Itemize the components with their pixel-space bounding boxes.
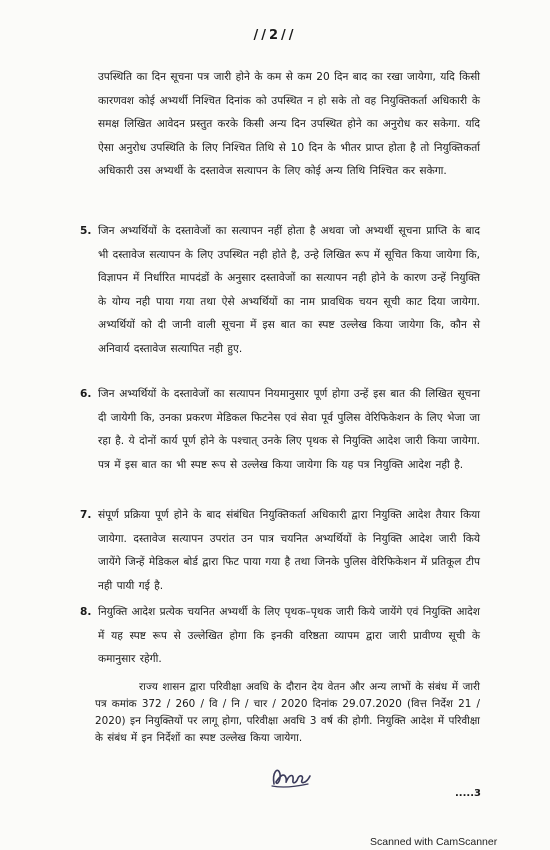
scanner-watermark: Scanned with CamScanner [370, 836, 498, 848]
closing-paragraph [95, 679, 480, 747]
item-text: संपूर्ण प्रक्रिया पूर्ण होने के बाद संबंधित नियुक्तिकर्ता अधिकारी द्वारा नियुक्ति आदेश तैयार किया जायेगा. दस्तावेज सत्यापन उपरांत उन पात्र चयनित अभ्यर्थियों के नियुक्ति आदेश जारी किये जायेंगे जिन्हें मेडिकल बोर्ड द्वारा फिट पाया गया है तथा जिनके पुलिस वेरिफिकेशन में प्रतिकूल टीप नही पायी गई है. [98, 509, 480, 592]
item-number: 5. [80, 225, 92, 237]
item-text: नियुक्ति आदेश प्रत्येक चयनित अभ्यर्थी के लिए पृथक–पृथक जारी किये जायेंगे एवं नियुक्ति आदेश में यह स्पष्ट रूप से उल्लेखित होगा कि इनकी वरिष्ठता व्यापम द्वारा जारी प्रावीण्य सूची के कमानुसार रहेगी. [98, 606, 480, 665]
item-text: जिन अभ्यर्थियों के दस्तावेजों का सत्यापन नियमानुसार पूर्ण होगा उन्हें इस बात की लिखित सूचना दी जायेगी कि, उनका प्रकरण मेडिकल फिटनेस एवं सेवा पूर्व पुलिस वेरिफिकेशन के लिए भेजा जा रहा है. ये दोनों कार्य पूर्ण होने के पश्चात् उनके लिए पृथक से नियुक्ति आदेश जारी किया जायेगा. पत्र में इस बात का भी स्पष्ट रूप से उल्लेख किया जायेगा कि यह पत्र नियुक्ति आदेश नही है. [98, 388, 480, 471]
item-number: 6. [80, 388, 92, 400]
item-text: जिन अभ्यर्थियों के दस्तावेजों का सत्यापन नहीं होता है अथवा जो अभ्यर्थी सूचना प्राप्ति के बाद भी दस्तावेज सत्यापन के लिए उपस्थित नही होते है, उन्हे लिखित रूप में सूचित किया जायेगा कि, विज्ञापन में निर्धारित मापदंडों के अनुसार दस्तावेजों का सत्यापन नही होने के कारण उन्हें नियुक्ति के योग्य नही पाया गया तथा ऐसे अभ्यर्थियों का नाम प्रावधिक चयन सूची काट दिया जायेगा. अभ्यर्थियों को दी जानी वाली सूचना में इस बात का स्पष्ट उल्लेख किया जायेगा कि, कौन से अनिवार्य दस्तावेज सत्यापित नही हुए. [98, 225, 480, 355]
item-number: 7. [80, 509, 92, 521]
item-number: 8. [80, 606, 92, 618]
page-number: .....3 [455, 788, 481, 799]
continuation-paragraph: उपस्थिति का दिन सूचना पत्र जारी होने के कम से कम 20 दिन बाद का रखा जायेगा, यदि किसी कारणवश कोई अभ्यर्थी निश्चित दिनांक को उपस्थित न हो सके तो वह नियुक्तिकर्ता अधिकारी के समक्ष लिखित आवेदन प्रस्तुत करके किसी अन्य दिन उपस्थित होने का अनुरोध कर सकेगा. यदि ऐसा अनुरोध उपस्थिति के लिए निश्चित तिथि से 10 दिन के भीतर प्राप्त होता है तो नियुक्तिकर्ता अधिकारी उस अभ्यर्थी के दस्तावेज सत्यापन के लिए कोई अन्य तिथि निश्चित कर सकेगा. [98, 71, 480, 177]
closing-text: राज्य शासन द्वारा परिवीक्षा अवधि के दौरान देय वेतन और अन्य लाभों के संबंध में जारी पत्र कमांक 372 / 260 / वि / नि / चार / 2020 दिनांक 29.07.2020 (वित्त निर्देश 21 / 2020) इन नियुक्तियों पर लागू होगा, परिवीक्षा अवधि 3 वर्ष की होगी. नियुक्ति आदेश में परिवीक्षा के संबंध में इन निर्देशों का स्पष्ट उल्लेख किया जायेगा. [95, 681, 480, 744]
signature-mark [268, 762, 314, 790]
page-header: //2// [253, 28, 297, 43]
